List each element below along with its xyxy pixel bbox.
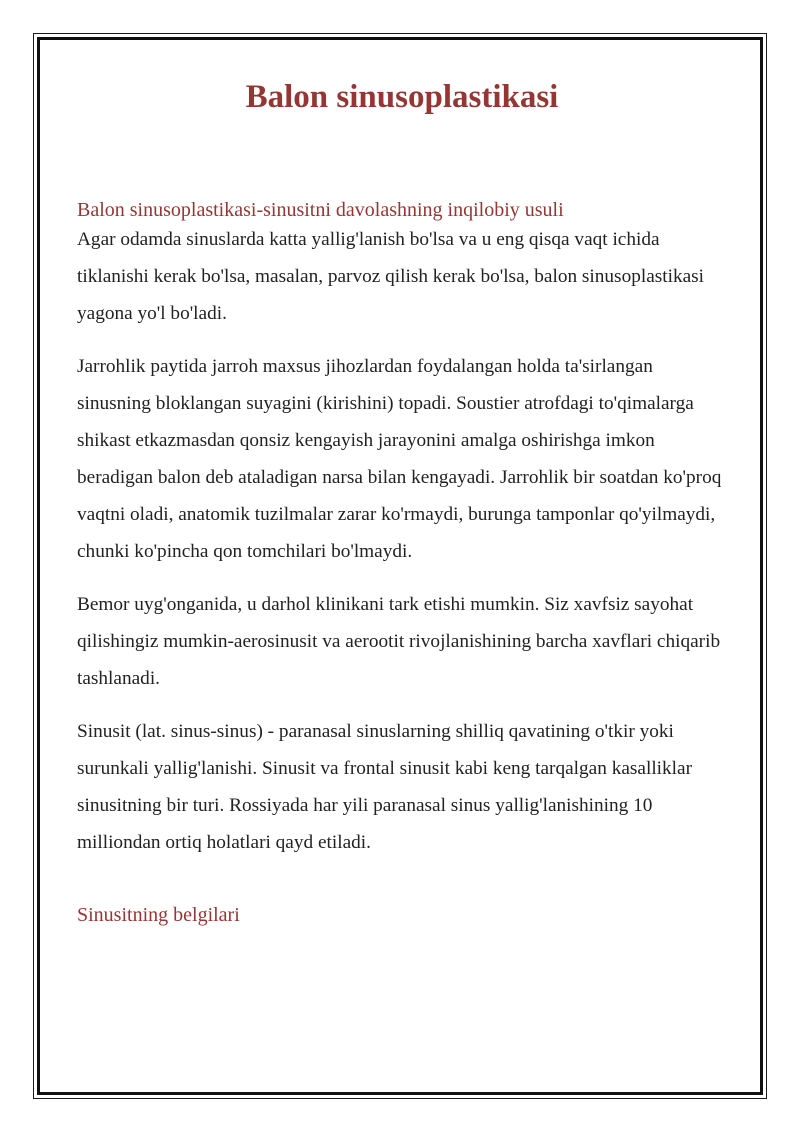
paragraph-1: Agar odamda sinuslarda katta yallig'lanish bo'lsa va u eng qisqa vaqt ichida tiklanishi kerak bo'lsa, masalan, parvoz qilish kerak bo'lsa, balon sinusoplastikasi yagona yo'l bo'ladi. (77, 229, 705, 324)
section-heading: Balon sinusoplastikasi-sinusitni davolashning inqilobiy usuli (77, 199, 564, 221)
second-section-heading: Sinusitning belgilari (77, 904, 240, 926)
paragraph-4: Sinusit (lat. sinus-sinus) - paranasal sinuslarning shilliq qavatining o'tkir yoki surunkali yallig'lanishi. Sinusit va frontal sinusit kabi keng tarqalgan kasalliklar sinusitning bir turi. Rossiyada har yili paranasal sinus yallig'lanishining 10 milliondan ortiq holatlari qayd etiladi. (77, 721, 693, 853)
paragraph-2: Jarrohlik paytida jarroh maxsus jihozlardan foydalangan holda ta'sirlangan sinusning bloklangan suyagini (kirishini) topadi. Soustier atrofdagi to'qimalarga shikast etkazmasdan qonsiz kengayish jarayonini amalga oshirishga imkon beradigan balon deb ataladigan narsa bilan kengayadi. Jarrohlik bir soatdan ko'proq vaqtni oladi, anatomik tuzilmalar zarar ko'rmaydi, burunga tamponlar qo'yilmaydi, chunki ko'pincha qon tomchilari bo'lmaydi. (77, 356, 722, 562)
document-title: Balon sinusoplastikasi (245, 79, 559, 115)
paragraph-3: Bemor uyg'onganida, u darhol klinikani tark etishi mumkin. Siz xavfsiz sayohat qilishingiz mumkin-aerosinusit va aerootit rivojlanishining barcha xavflari chiqarib tashlanadi. (77, 594, 721, 689)
document-body (77, 76, 727, 929)
